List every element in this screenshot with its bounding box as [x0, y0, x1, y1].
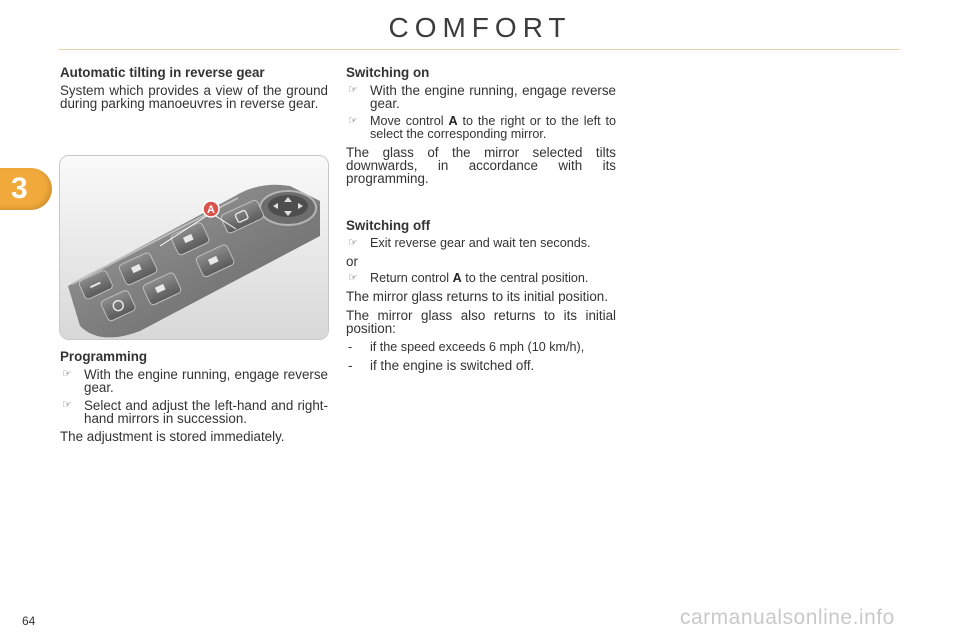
control-a-ref: A: [448, 114, 458, 128]
programming-heading: Programming: [60, 349, 148, 364]
finger-pointer-icon: ☞: [348, 115, 358, 127]
section-heading: Automatic tilting in reverse gear: [60, 65, 265, 80]
switching-off-note: The mirror glass also returns to its initial position:: [346, 308, 616, 336]
finger-pointer-icon: ☞: [62, 399, 72, 411]
right-column: [346, 66, 616, 377]
watermark: carmanualsonline.info: [680, 606, 895, 629]
condition-item: - if the speed exceeds 6 mph (10 km/h),: [348, 340, 585, 354]
header-rule: [58, 49, 900, 50]
switching-off-heading: Switching off: [346, 218, 431, 233]
dash-mark: -: [348, 340, 353, 354]
programming-step: ☞ Select and adjust the left-hand and right-hand mirrors in succession.: [62, 398, 328, 426]
finger-pointer-icon: ☞: [348, 272, 358, 284]
switching-off-step: ☞ Exit reverse gear and wait ten seconds.: [348, 236, 591, 250]
programming-note: The adjustment is stored immediately.: [60, 429, 285, 444]
finger-pointer-icon: ☞: [348, 237, 358, 249]
switching-on-step: ☞ Move control A to the right or to the left to select the corresponding mirror.: [348, 114, 616, 141]
mirror-control-figure: [59, 155, 329, 340]
intro-text: System which provides a view of the ground during parking manoeuvres in reverse gear.: [60, 83, 328, 111]
switching-off-step: ☞ Return control A to the central position.: [348, 271, 589, 285]
dash-mark: -: [348, 358, 353, 373]
chapter-tab: [0, 168, 52, 210]
control-a-ref: A: [452, 271, 462, 285]
page-number: 64: [22, 614, 36, 628]
switching-on-note: The glass of the mirror selected tilts downwards, in accordance with its programming.: [346, 145, 616, 186]
header-title: COMFORT: [388, 12, 572, 43]
switching-on-step: ☞ With the engine running, engage reverse gear.: [348, 83, 616, 111]
condition-item: - if the engine is switched off.: [348, 358, 535, 373]
left-column: [60, 66, 328, 116]
chapter-number: 3: [11, 172, 28, 205]
finger-pointer-icon: ☞: [348, 84, 358, 96]
programming-step: ☞ With the engine running, engage reverse gear.: [62, 367, 328, 395]
switching-on-heading: Switching on: [346, 65, 430, 80]
window-switch-panel-illustration: [60, 156, 328, 339]
control-a-label: A: [207, 204, 215, 216]
programming-section: [60, 350, 328, 449]
or-text: or: [346, 254, 358, 269]
finger-pointer-icon: ☞: [62, 368, 72, 380]
switching-off-note: The mirror glass returns to its initial position.: [346, 289, 608, 304]
